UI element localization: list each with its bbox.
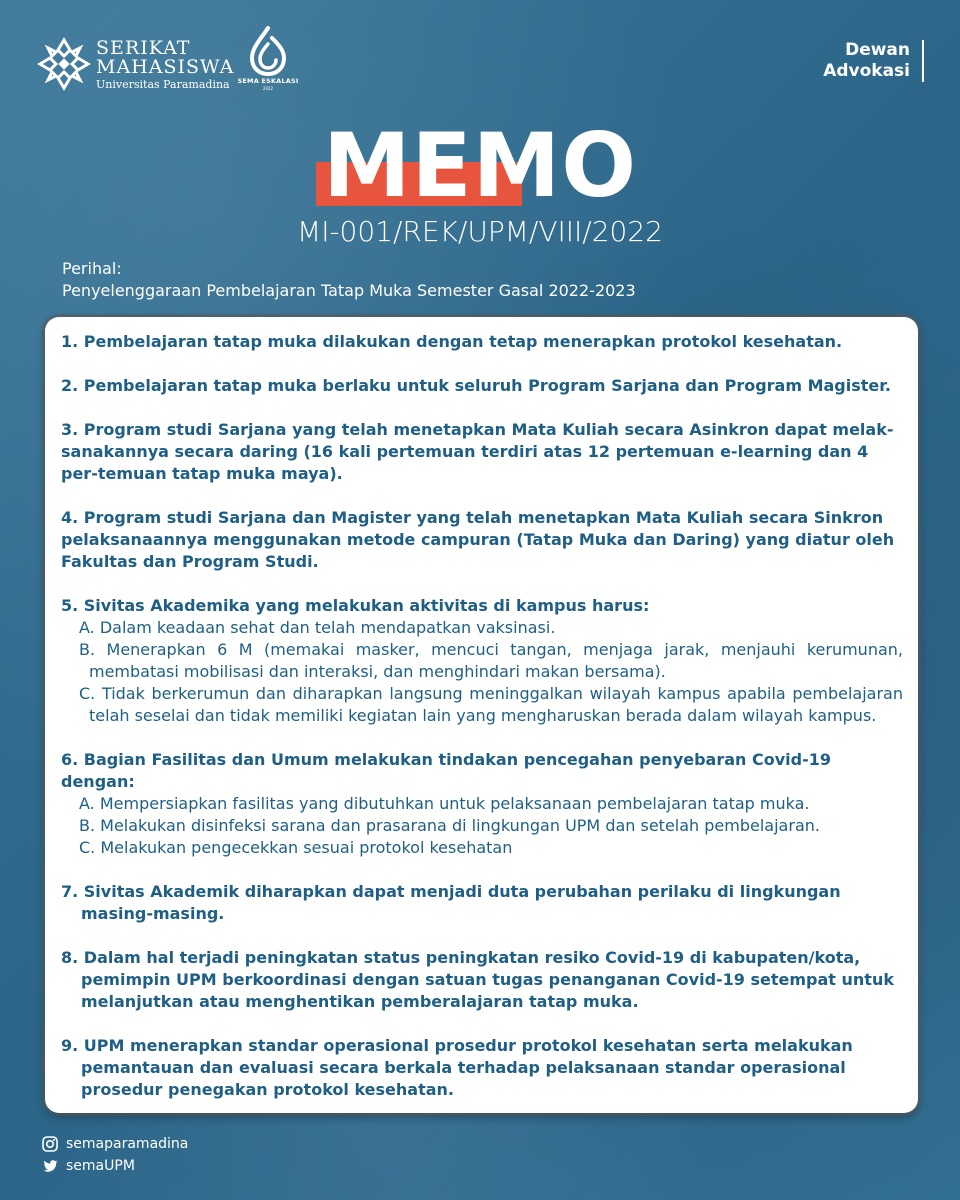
sema-eskalasi-logo <box>232 26 304 96</box>
org-name-line1: SERIKAT <box>96 37 191 59</box>
memo-item-6-sub-a: A. Mempersiapkan fasilitas yang dibutuhkan untuk pelaksanaan pembelajaran tatap muka. <box>79 794 810 813</box>
perihal-text: Penyelenggaraan Pembelajaran Tatap Muka Semester Gasal 2022-2023 <box>62 281 636 300</box>
memo-item-5: 5. Sivitas Akademika yang melakukan aktivitas di kampus harus: <box>61 596 650 615</box>
memo-content-card <box>45 317 918 1113</box>
memo-item-5-sub-a: A. Dalam keadaan sehat dan telah mendapatkan vaksinasi. <box>79 618 556 637</box>
memo-number: MI-001/REK/UPM/VIII/2022 <box>297 215 663 248</box>
memo-item-9: 9. UPM menerapkan standar operasional prosedur protokol kesehatan serta melakukan pemantauan dan evaluasi secara berkala terhadap pelaksanaan standar operasional prosedur penegakan protokol kesehatan. <box>61 1036 853 1099</box>
org-name-line2: MAHASISWA <box>96 56 235 78</box>
instagram-handle: semaparamadina <box>66 1136 189 1152</box>
drop-flame-icon <box>246 26 290 76</box>
memo-item-5-subs <box>61 617 903 727</box>
memo-item-6: 6. Bagian Fasilitas dan Umum melakukan tindakan pencegahan penyebaran Covid-19 dengan: <box>61 750 831 791</box>
memo-item-6-subs <box>61 793 903 859</box>
memo-item-1: 1. Pembelajaran tatap muka dilakukan dengan tetap menerapkan protokol kesehatan. <box>61 332 843 351</box>
twitter-icon <box>42 1158 58 1174</box>
sema-year: 2022 <box>262 86 274 91</box>
memo-item-3: 3. Program studi Sarjana yang telah menetapkan Mata Kuliah secara Asinkron dapat melak-sanakannya secara daring (16 kali pertemuan terdiri atas 12 pertemuan e-learning dan 4 per-temuan tatap muka maya). <box>61 420 894 483</box>
perihal-block <box>62 258 636 302</box>
memo-item-6-sub-c: C. Melakukan pengecekkan sesuai protokol kesehatan <box>79 838 513 857</box>
org-name-line3: Universitas Paramadina <box>96 78 230 91</box>
memo-item-4: 4. Program studi Sarjana dan Magister yang telah menetapkan Mata Kuliah secara Sinkron pelaksanaannya menggunakan metode campuran (Tatap Muka dan Daring) yang diatur oleh Fakultas dan Program Studi. <box>61 508 895 571</box>
memo-title: MEMO <box>322 114 638 217</box>
instagram-link[interactable] <box>42 1133 188 1155</box>
memo-item-6-sub-b: B. Melakukan disinfeksi sarana dan prasarana di lingkungan UPM dan setelah pembelajaran. <box>79 816 820 835</box>
department-line1: Dewan <box>845 40 910 60</box>
sema-caption: SEMA ESKALASI <box>237 77 299 85</box>
memo-item-2: 2. Pembelajaran tatap muka berlaku untuk seluruh Program Sarjana dan Program Magister. <box>61 376 891 395</box>
memo-item-7: 7. Sivitas Akademik diharapkan dapat menjadi duta perubahan perilaku di lingkungan masing-masing. <box>61 882 841 923</box>
memo-items <box>61 331 903 1123</box>
social-footer <box>42 1133 188 1177</box>
twitter-handle: semaUPM <box>66 1158 135 1174</box>
memo-item-5-sub-b: B. Menerapkan 6 M (memakai masker, mencuci tangan, menjaga jarak, menjauhi kerumunan, membatasi mobilisasi dan interaksi, dan menghindari makan bersama). <box>79 640 903 681</box>
instagram-icon <box>42 1136 58 1152</box>
department-line2: Advokasi <box>823 61 910 81</box>
memo-item-5-sub-c: C. Tidak berkerumun dan diharapkan langsung meninggalkan wilayah kampus apabila pembelajaran telah seselai dan tidak memiliki kegiatan lain yang mengharuskan berada dalam wilayah kampus. <box>79 684 903 725</box>
twitter-link[interactable] <box>42 1155 188 1177</box>
perihal-label: Perihal: <box>62 259 122 278</box>
batik-emblem-icon <box>36 36 92 92</box>
department-label <box>823 40 924 82</box>
memo-item-8: 8. Dalam hal terjadi peningkatan status peningkatan resiko Covid-19 di kabupaten/kota, pemimpin UPM berkoordinasi dengan satuan tugas penanganan Covid-19 setempat untuk melanjutkan atau menghentikan pemberalajaran tatap muka. <box>61 948 894 1011</box>
